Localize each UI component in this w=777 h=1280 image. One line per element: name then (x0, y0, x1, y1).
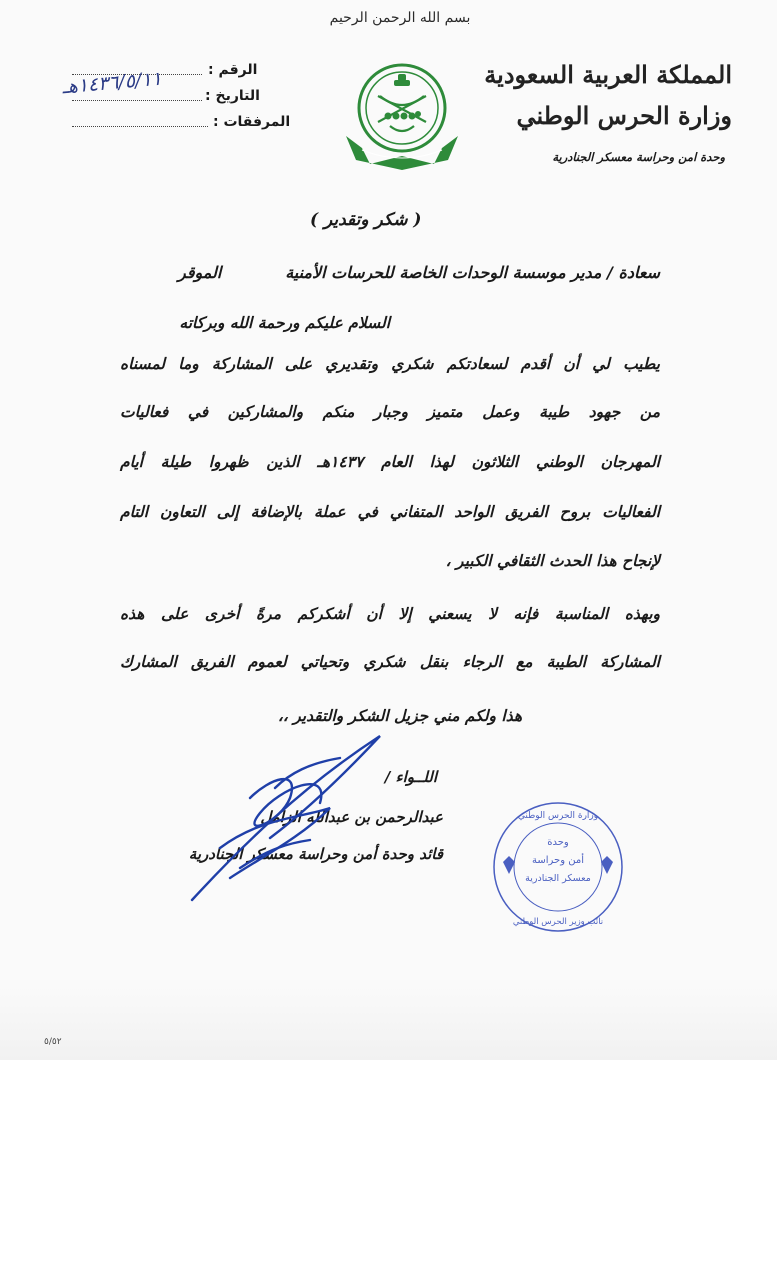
basmala: بسم الله الرحمن الرحيم (329, 10, 471, 26)
page-code: ٥/٥٢ (44, 1037, 62, 1047)
body-line: المهرجان الوطني الثلاثون لهذا العام ١٤٣٧هـ الذين ظهروا طيلة أيام (120, 453, 660, 471)
body-line: يطيب لي أن أقدم لسعادتكم شكري وتقديري على المشاركة وما لمسناه (120, 355, 660, 373)
addressee: سعادة / مدير موسسة الوحدات الخاصة للحرسات الأمنية (285, 263, 660, 282)
body-line: لإنجاح هذا الحدث الثقافي الكبير ، (445, 552, 660, 570)
date-line (72, 100, 202, 101)
signatory-name: عبدالرحمن بن عبدالله الزامل (260, 808, 443, 826)
seal-security: أمن وحراسة (532, 855, 584, 866)
body-line: المشاركة الطيبة مع الرجاء بنقل شكري وتحياتي لعموم الفريق المشارك (120, 653, 660, 671)
date-label: التاريخ : (205, 88, 260, 104)
signatory-rank: اللــواء / (384, 768, 437, 786)
kingdom-name: المملكة العربية السعودية (484, 60, 732, 89)
greeting: السلام عليكم ورحمة الله وبركاته (179, 313, 390, 332)
signatory-title: قائد وحدة أمن وحراسة معسكر الجنادرية (188, 845, 443, 863)
letter-subject: ( شكر وتقدير ) (310, 210, 422, 230)
addressee-honorific: الموقر (178, 263, 222, 282)
national-guard-emblem (340, 56, 464, 172)
seal-unit: وحدة (547, 837, 569, 848)
page-fold-shadow (0, 985, 777, 1060)
attachments-label: المرفقات : (213, 114, 291, 130)
body-line: الفعاليات بروح الفريق الواحد المتفاني في عملة بالإضافة إلى التعاون التام (120, 503, 660, 521)
unit-name: وحدة امن وحراسة معسكر الجنادرية (552, 150, 725, 164)
closing: هذا ولكم مني جزيل الشكر والتقدير ،، (277, 706, 522, 725)
ministry-name: وزارة الحرس الوطني (516, 101, 732, 130)
seal-camp: معسكر الجنادرية (525, 873, 591, 884)
official-seal (491, 800, 625, 934)
body-line: من جهود طيبة وعمل متميز وجبار منكم والمشاركين في فعاليات (120, 403, 660, 421)
number-label: الرقم : (208, 62, 258, 78)
attachments-line (72, 126, 208, 127)
seal-ministry: وزارة الحرس الوطني (517, 811, 599, 821)
date-value-handwritten: ١٤٣٦/٥/١١هـ (61, 67, 163, 99)
seal-deputy: نائب وزير الحرس الوطني (512, 917, 604, 927)
handwritten-signature (180, 728, 395, 908)
body-line: وبهذه المناسبة فإنه لا يسعني إلا أن أشكركم مرةً أخرى على هذه (120, 605, 660, 623)
